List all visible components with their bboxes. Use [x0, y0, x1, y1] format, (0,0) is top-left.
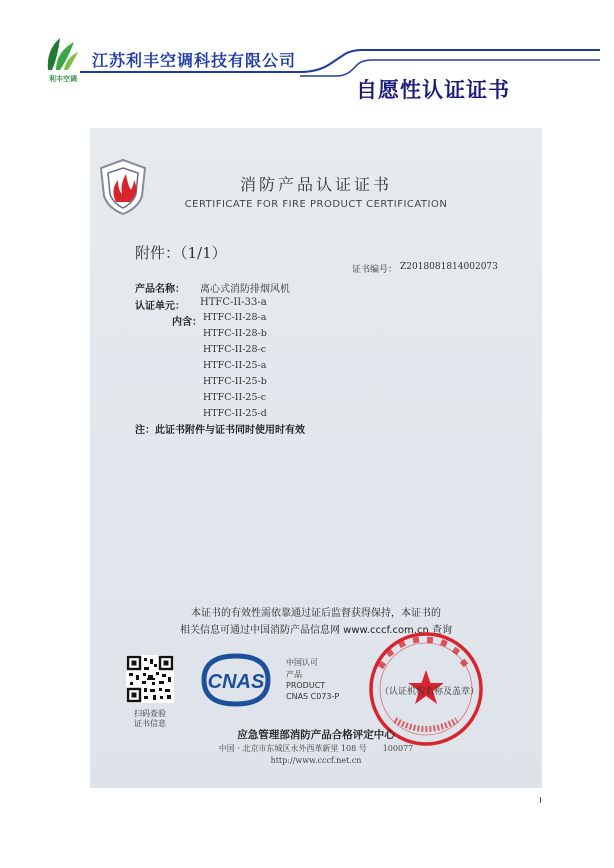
certificate-title-en: CERTIFICATE FOR FIRE PRODUCT CERTIFICATION — [184, 199, 448, 210]
issuer-website: http://www.cccf.net.cn — [270, 756, 362, 765]
model-item: HTFC-II-25-d — [203, 408, 267, 419]
qr-caption: 扫码查验 — [134, 709, 166, 718]
validity-statement-line-1: 本证书的有效性需依靠通过证后监督获得保持，本证书的 — [191, 608, 441, 619]
contains-label: 内含： — [172, 317, 202, 328]
product-name-value: 离心式消防排烟风机 — [200, 284, 290, 295]
certificate-title-cn: 消防产品认证证书 — [239, 175, 392, 194]
certificate-number-value: Z2018081814002073 — [400, 262, 498, 272]
qr-code-icon — [126, 655, 174, 703]
qr-caption: 证书信息 — [134, 719, 166, 728]
cnas-logo-icon — [196, 650, 276, 710]
validity-note: 注：此证书附件与证书同时使用时有效 — [135, 425, 305, 436]
attachment-label: 附件：（1/1） — [135, 244, 227, 262]
certification-unit-label: 认证单元： — [135, 301, 185, 312]
cnas-accreditation-text: CNAS C073-P — [286, 692, 340, 701]
certification-unit-value: HTFC-II-33-a — [200, 297, 267, 308]
model-item: HTFC-II-28-c — [203, 344, 267, 355]
issuer-seal-caption: （认证机构名称及盖章） — [380, 687, 480, 697]
company-header — [0, 0, 614, 110]
model-item: HTFC-II-25-a — [203, 360, 267, 371]
page-mark — [540, 797, 541, 803]
issuer-name: 应急管理部消防产品合格评定中心 — [237, 729, 395, 741]
issuer-address: 中国 · 北京市东城区永外西革新里 108 号 100077 — [218, 744, 414, 753]
model-item: HTFC-II-28-a — [203, 312, 267, 323]
company-logo-text: 利丰空调 — [49, 75, 77, 83]
model-item: HTFC-II-28-b — [203, 328, 267, 339]
document-title: 自愿性认证证书 — [356, 78, 510, 102]
model-item: HTFC-II-25-b — [203, 376, 267, 387]
cnas-accreditation-text: 产品 — [286, 670, 302, 679]
company-name: 江苏利丰空调科技有限公司 — [92, 51, 297, 70]
cnas-accreditation-text: PRODUCT — [286, 681, 326, 690]
certificate-number-label: 证书编号： — [352, 265, 398, 275]
cnas-logo-text: CNAS — [207, 671, 265, 693]
company-logo-icon — [44, 34, 78, 74]
product-name-label: 产品名称： — [135, 284, 185, 295]
model-item: HTFC-II-25-c — [203, 392, 267, 403]
validity-statement-line-2: 相关信息可通过中国消防产品信息网 www.cccf.com.cn 查询 — [180, 625, 452, 636]
cnas-accreditation-text: 中国认可 — [286, 658, 318, 667]
